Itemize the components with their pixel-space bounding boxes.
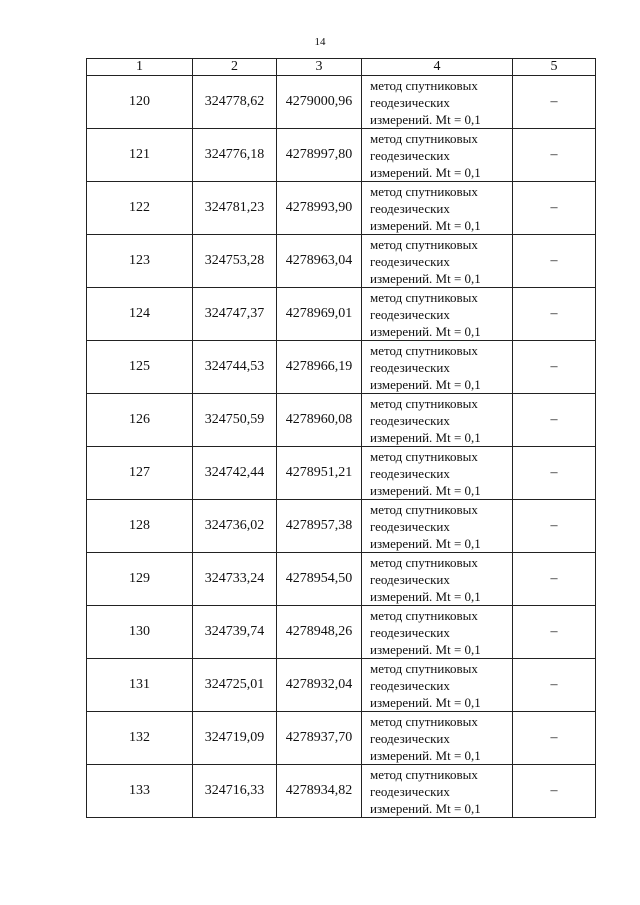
x-coordinate-cell: 324716,33 xyxy=(193,765,277,818)
point-number-cell: 121 xyxy=(87,129,193,182)
y-coordinate-cell: 4278969,01 xyxy=(277,288,362,341)
table-row xyxy=(87,712,596,765)
method-line: метод спутниковых xyxy=(370,501,478,517)
method-cell xyxy=(362,712,513,765)
point-number-cell: 131 xyxy=(87,659,193,712)
point-number-cell: 123 xyxy=(87,235,193,288)
method-line: метод спутниковых xyxy=(370,448,478,464)
method-line: метод спутниковых xyxy=(370,77,478,93)
table-row xyxy=(87,341,596,394)
method-line: измерений. Mt = 0,1 xyxy=(370,535,481,551)
x-coordinate-cell: 324733,24 xyxy=(193,553,277,606)
y-coordinate-cell: 4278997,80 xyxy=(277,129,362,182)
page-number: 14 xyxy=(314,36,326,48)
note-cell: – xyxy=(513,394,596,447)
y-coordinate-cell: 4278954,50 xyxy=(277,553,362,606)
method-line: геодезических xyxy=(370,518,450,534)
method-line: геодезических xyxy=(370,412,450,428)
method-cell xyxy=(362,659,513,712)
method-cell xyxy=(362,447,513,500)
note-cell: – xyxy=(513,712,596,765)
method-line: метод спутниковых xyxy=(370,342,478,358)
method-line: геодезических xyxy=(370,730,450,746)
y-coordinate-cell: 4279000,96 xyxy=(277,76,362,129)
point-number-cell: 126 xyxy=(87,394,193,447)
method-line: измерений. Mt = 0,1 xyxy=(370,217,481,233)
x-coordinate-cell: 324719,09 xyxy=(193,712,277,765)
note-cell: – xyxy=(513,129,596,182)
x-coordinate-cell: 324753,28 xyxy=(193,235,277,288)
coordinates-table xyxy=(86,58,596,818)
table-row xyxy=(87,288,596,341)
method-line: измерений. Mt = 0,1 xyxy=(370,111,481,127)
table-row xyxy=(87,447,596,500)
x-coordinate-cell: 324747,37 xyxy=(193,288,277,341)
method-line: измерений. Mt = 0,1 xyxy=(370,694,481,710)
x-coordinate-cell: 324742,44 xyxy=(193,447,277,500)
note-cell: – xyxy=(513,288,596,341)
method-line: геодезических xyxy=(370,306,450,322)
method-line: метод спутниковых xyxy=(370,554,478,570)
method-line: измерений. Mt = 0,1 xyxy=(370,164,481,180)
method-line: геодезических xyxy=(370,94,450,110)
method-line: измерений. Mt = 0,1 xyxy=(370,323,481,339)
y-coordinate-cell: 4278937,70 xyxy=(277,712,362,765)
y-coordinate-cell: 4278963,04 xyxy=(277,235,362,288)
x-coordinate-cell: 324750,59 xyxy=(193,394,277,447)
method-line: метод спутниковых xyxy=(370,289,478,305)
method-line: геодезических xyxy=(370,253,450,269)
point-number-cell: 128 xyxy=(87,500,193,553)
method-line: метод спутниковых xyxy=(370,607,478,623)
header-col-5: 5 xyxy=(513,59,596,76)
method-cell xyxy=(362,341,513,394)
method-line: геодезических xyxy=(370,677,450,693)
y-coordinate-cell: 4278993,90 xyxy=(277,182,362,235)
method-cell xyxy=(362,182,513,235)
note-cell: – xyxy=(513,341,596,394)
method-line: измерений. Mt = 0,1 xyxy=(370,429,481,445)
method-line: геодезических xyxy=(370,571,450,587)
note-cell: – xyxy=(513,606,596,659)
table-row xyxy=(87,765,596,818)
y-coordinate-cell: 4278951,21 xyxy=(277,447,362,500)
method-line: измерений. Mt = 0,1 xyxy=(370,800,481,816)
point-number-cell: 122 xyxy=(87,182,193,235)
method-cell xyxy=(362,76,513,129)
method-line: метод спутниковых xyxy=(370,395,478,411)
point-number-cell: 129 xyxy=(87,553,193,606)
method-cell xyxy=(362,500,513,553)
header-col-3: 3 xyxy=(277,59,362,76)
table-row xyxy=(87,76,596,129)
point-number-cell: 127 xyxy=(87,447,193,500)
method-line: геодезических xyxy=(370,147,450,163)
point-number-cell: 132 xyxy=(87,712,193,765)
point-number-cell: 125 xyxy=(87,341,193,394)
y-coordinate-cell: 4278932,04 xyxy=(277,659,362,712)
x-coordinate-cell: 324739,74 xyxy=(193,606,277,659)
table-row xyxy=(87,235,596,288)
point-number-cell: 120 xyxy=(87,76,193,129)
table-row xyxy=(87,500,596,553)
note-cell: – xyxy=(513,76,596,129)
method-line: измерений. Mt = 0,1 xyxy=(370,376,481,392)
header-col-1: 1 xyxy=(87,59,193,76)
method-line: метод спутниковых xyxy=(370,236,478,252)
table-header xyxy=(87,59,596,76)
method-cell xyxy=(362,765,513,818)
method-line: геодезических xyxy=(370,200,450,216)
table-row xyxy=(87,182,596,235)
method-line: измерений. Mt = 0,1 xyxy=(370,641,481,657)
method-line: метод спутниковых xyxy=(370,183,478,199)
x-coordinate-cell: 324781,23 xyxy=(193,182,277,235)
table-row xyxy=(87,659,596,712)
method-cell xyxy=(362,288,513,341)
note-cell: – xyxy=(513,765,596,818)
method-line: метод спутниковых xyxy=(370,766,478,782)
method-line: метод спутниковых xyxy=(370,130,478,146)
note-cell: – xyxy=(513,447,596,500)
x-coordinate-cell: 324778,62 xyxy=(193,76,277,129)
y-coordinate-cell: 4278957,38 xyxy=(277,500,362,553)
table-row xyxy=(87,394,596,447)
x-coordinate-cell: 324736,02 xyxy=(193,500,277,553)
method-line: геодезических xyxy=(370,465,450,481)
note-cell: – xyxy=(513,659,596,712)
y-coordinate-cell: 4278934,82 xyxy=(277,765,362,818)
x-coordinate-cell: 324776,18 xyxy=(193,129,277,182)
x-coordinate-cell: 324725,01 xyxy=(193,659,277,712)
method-line: геодезических xyxy=(370,359,450,375)
header-col-4: 4 xyxy=(362,59,513,76)
method-line: метод спутниковых xyxy=(370,660,478,676)
note-cell: – xyxy=(513,182,596,235)
method-line: измерений. Mt = 0,1 xyxy=(370,588,481,604)
header-col-2: 2 xyxy=(193,59,277,76)
method-line: измерений. Mt = 0,1 xyxy=(370,482,481,498)
method-line: метод спутниковых xyxy=(370,713,478,729)
x-coordinate-cell: 324744,53 xyxy=(193,341,277,394)
method-cell xyxy=(362,129,513,182)
method-cell xyxy=(362,606,513,659)
table-body xyxy=(87,76,596,818)
table-row xyxy=(87,129,596,182)
point-number-cell: 133 xyxy=(87,765,193,818)
method-line: геодезических xyxy=(370,783,450,799)
table-row xyxy=(87,553,596,606)
note-cell: – xyxy=(513,500,596,553)
y-coordinate-cell: 4278948,26 xyxy=(277,606,362,659)
method-cell xyxy=(362,553,513,606)
method-cell xyxy=(362,235,513,288)
table-row xyxy=(87,606,596,659)
header-row xyxy=(87,59,596,76)
method-line: измерений. Mt = 0,1 xyxy=(370,747,481,763)
point-number-cell: 124 xyxy=(87,288,193,341)
note-cell: – xyxy=(513,235,596,288)
point-number-cell: 130 xyxy=(87,606,193,659)
y-coordinate-cell: 4278960,08 xyxy=(277,394,362,447)
note-cell: – xyxy=(513,553,596,606)
method-line: измерений. Mt = 0,1 xyxy=(370,270,481,286)
method-line: геодезических xyxy=(370,624,450,640)
method-cell xyxy=(362,394,513,447)
y-coordinate-cell: 4278966,19 xyxy=(277,341,362,394)
